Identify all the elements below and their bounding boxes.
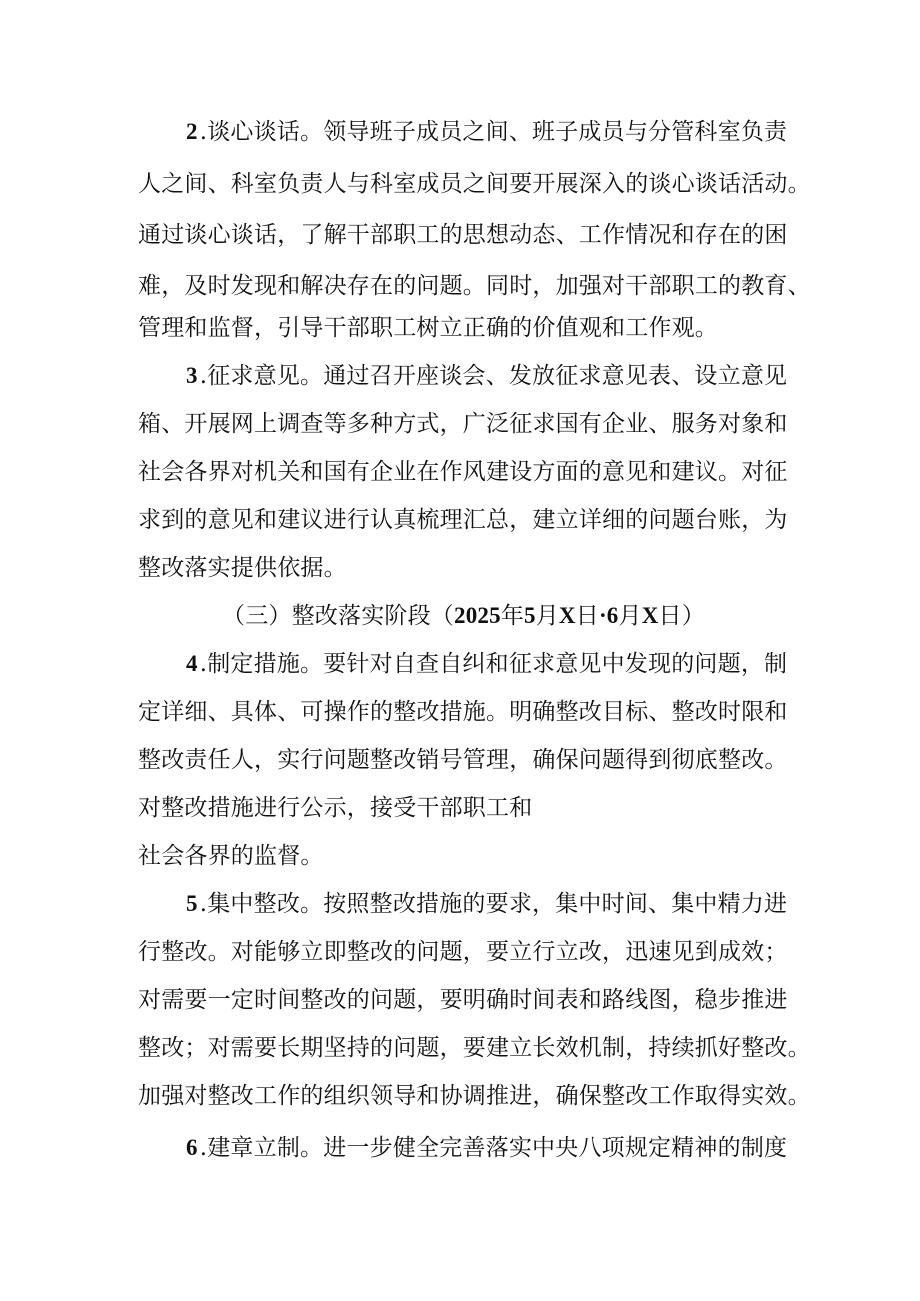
paragraph-3-line-3: 社会各界对机关和国有企业在作风建设方面的意见和建议。对征 — [138, 459, 788, 485]
paragraph-5-line-4: 整改；对需要长期坚持的问题，要建立长效机制，持续抓好整改。 — [138, 1035, 811, 1061]
paragraph-2-line-1: 2.谈心谈话。领导班子成员之间、班子成员与分管科室负责 — [186, 119, 788, 145]
paragraph-3-line-2: 箱、开展网上调查等多种方式，广泛征求国有企业、服务对象和 — [138, 411, 788, 437]
paragraph-5-line-1: 5.集中整改。按照整改措施的要求，集中时间、集中精力进 — [186, 891, 788, 917]
paragraph-3-line-5: 整改落实提供依据。 — [138, 555, 347, 581]
paragraph-2-line-5: 管理和监督，引导干部职工树立正确的价值观和工作观。 — [138, 315, 718, 341]
section-heading: （三）整改落实阶段（2025年5月X日·6月X日） — [222, 603, 705, 629]
paragraph-4-line-5: 社会各界的监督。 — [138, 843, 324, 869]
paragraph-5-line-2: 行整改。对能够立即整改的问题，要立行立改，迅速见到成效； — [138, 939, 788, 965]
item-number: 6 — [186, 1135, 198, 1160]
item-number: 2 — [186, 119, 198, 144]
paragraph-4-line-3: 整改责任人，实行问题整改销号管理，确保问题得到彻底整改。 — [138, 747, 788, 773]
item-number: 5 — [186, 891, 198, 916]
paragraph-3-line-1: 3.征求意见。通过召开座谈会、发放征求意见表、设立意见 — [186, 363, 788, 389]
item-number: 3 — [186, 363, 198, 388]
item-number: 4 — [186, 651, 198, 676]
paragraph-3-line-4: 求到的意见和建议进行认真梳理汇总，建立详细的问题台账，为 — [138, 507, 788, 533]
paragraph-4-line-4: 对整改措施进行公示，接受干部职工和 — [138, 795, 533, 821]
paragraph-4-line-1: 4.制定措施。要针对自查自纠和征求意见中发现的问题，制 — [186, 651, 788, 677]
paragraph-4-line-2: 定详细、具体、可操作的整改措施。明确整改目标、整改时限和 — [138, 699, 788, 725]
paragraph-6-line-1: 6.建章立制。进一步健全完善落实中央八项规定精神的制度 — [186, 1135, 788, 1161]
paragraph-2-line-2: 人之间、科室负责人与科室成员之间要开展深入的谈心谈话活动。 — [138, 171, 811, 197]
paragraph-2-line-4: 难，及时发现和解决存在的问题。同时，加强对干部职工的教育、 — [138, 273, 811, 299]
paragraph-5-line-3: 对需要一定时间整改的问题，要明确时间表和路线图，稳步推进 — [138, 987, 788, 1013]
paragraph-5-line-5: 加强对整改工作的组织领导和协调推进，确保整改工作取得实效。 — [138, 1083, 811, 1109]
paragraph-2-line-3: 通过谈心谈话，了解干部职工的思想动态、工作情况和存在的困 — [138, 222, 788, 248]
